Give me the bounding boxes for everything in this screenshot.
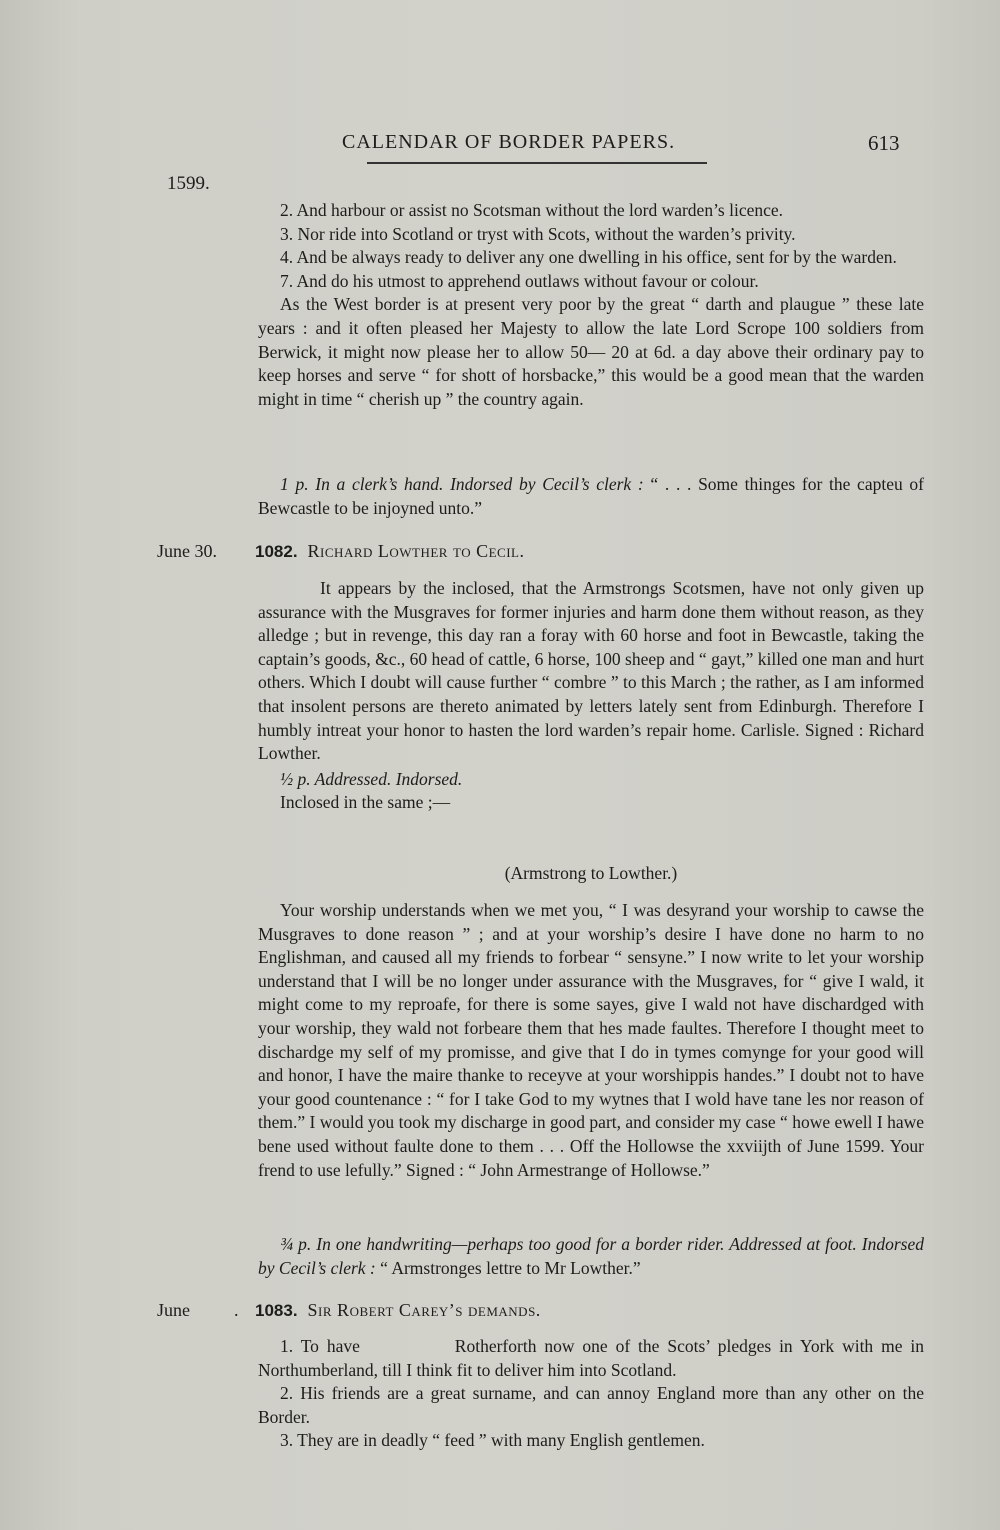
header-rule [367, 162, 707, 164]
note-text: “ Armstronges lettre to Mr Lowther.” [375, 1257, 641, 1278]
inclosed-line: Inclosed in the same ;— [280, 792, 451, 813]
margin-year: 1599. [167, 173, 210, 194]
note-italic: 1 p. In a clerk’s hand. Indorsed by Cecil’s clerk : [280, 474, 644, 494]
entry-body-1082 [258, 577, 924, 815]
entry-date-1083 [157, 1300, 239, 1321]
page-number: 613 [868, 131, 900, 155]
list-item: 4. And be always ready to deliver any one dwelling in his office, sent for by the warden. [280, 247, 897, 268]
entry-body-1083 [258, 1335, 929, 1453]
subheading-text: (Armstrong to Lowther.) [504, 863, 678, 883]
paragraph: Your worship understands when we met you, “ I was desyrand your worship to cawse the Musgraves to done reason ” ; and at your worship’s desire I have done no harm to no Englishman, and caused all my friends to forbear “ sensyne.” I now write to let your worship understand that I will be no longer under assurance with the Musgraves, for “ give I wald, it might come to my reproafe, for there is some sayes, give I wald not have dischardged with your worship, they wald not forbeare them that hes made faultes. Therefore I thought meet to dischardge my self of my promisse, and give that I do in tymes comynge for your good will and honor, I have the maire thanke to receyve at your worshippis handes.” I doubt not to have your good countenance : “ for I take God to my wytnes that I wold have tane les nor reason of them.” I would you took my discharge in good part, and consider my case “ howe ewell I hawe bene used without faulte done to them . . . Off the Hollowse the xxviijth of June 1599. Your frend to use lefully.” Signed : “ John Armestrange of Hollowse.” [258, 900, 924, 1180]
entry-number: 1082. [255, 542, 298, 561]
list-item: 7. And do his utmost to apprehend outlaws without favour or colour. [280, 270, 759, 291]
entry-heading-1083 [255, 1300, 541, 1321]
list-item: 3. They are in deadly “ feed ” with many English gentlemen. [280, 1430, 705, 1451]
paragraph: As the West border is at present very poor by the great “ darth and plaugue ” these late years : and it often pleased her Majesty to allow the late Lord Scrope 100 soldiers from Berwick, it might now please her to allow 50— 20 at 6d. a day above their ordinary pay to keep horses and serve “ for shott of horsbacke,” this would be a good mean that the warden might in time “ cherish up ” the country again. [258, 294, 924, 409]
list-item: 2. His friends are a great surname, and can annoy England more than any other on the Border. [258, 1383, 924, 1427]
note-italic: ¾ p. In one handwriting—perhaps too good for a border rider. Addressed at foot. Indorsed by Cecil’s clerk : [258, 1234, 924, 1278]
entry-title: Sir Robert Carey’s demands. [307, 1300, 541, 1320]
entry-note-1082 [258, 1233, 924, 1280]
entry-heading-1082 [255, 541, 524, 562]
prev-entry-note [258, 473, 924, 520]
entry-number: 1083. [255, 1301, 298, 1320]
prev-entry [258, 199, 924, 411]
subheading [258, 862, 924, 886]
paragraph: It appears by the inclosed, that the Armstrongs Scotsmen, have not only given up assurance with the Musgraves for former injuries and harm done them without reason, as they alledge ; but in revenge, this day ran a foray with 60 horse and foot in Bewcastle, taking the captain’s goods, &c., 60 head of cattle, 6 horse, 100 sheep and “ gayt,” killed one man and hurt others. Which I doubt will cause further “ combre ” to this March ; the rather, as I am informed that insolent persons are thereto animated by letters lately sent from Edinburgh. Therefore I humbly intreat your honor to hasten the lord warden’s repair home. Carlisle. Signed : Richard Lowther. [258, 578, 924, 764]
note-text: “ . . . Some thinges for the capteu of Bewcastle to be injoyned unto.” [258, 474, 924, 518]
entry-date-1082: June 30. [157, 541, 217, 561]
date-text: June [157, 1300, 190, 1320]
entry-title: Richard Lowther to Cecil. [307, 541, 525, 561]
note: ½ p. Addressed. Indorsed. [280, 768, 463, 789]
running-title: CALENDAR OF BORDER PAPERS. [342, 131, 676, 153]
list-item: 3. Nor ride into Scotland or tryst with Scots, without the warden’s privity. [280, 223, 796, 244]
letter [258, 899, 924, 1182]
date-dot: . [234, 1300, 239, 1320]
list-item: 2. And harbour or assist no Scotsman without the lord warden’s licence. [280, 200, 784, 220]
list-item: 1. To have Rotherforth now one of the Scots’ pledges in York with me in Northumberland, till I think fit to deliver him into Scotland. [258, 1336, 929, 1380]
